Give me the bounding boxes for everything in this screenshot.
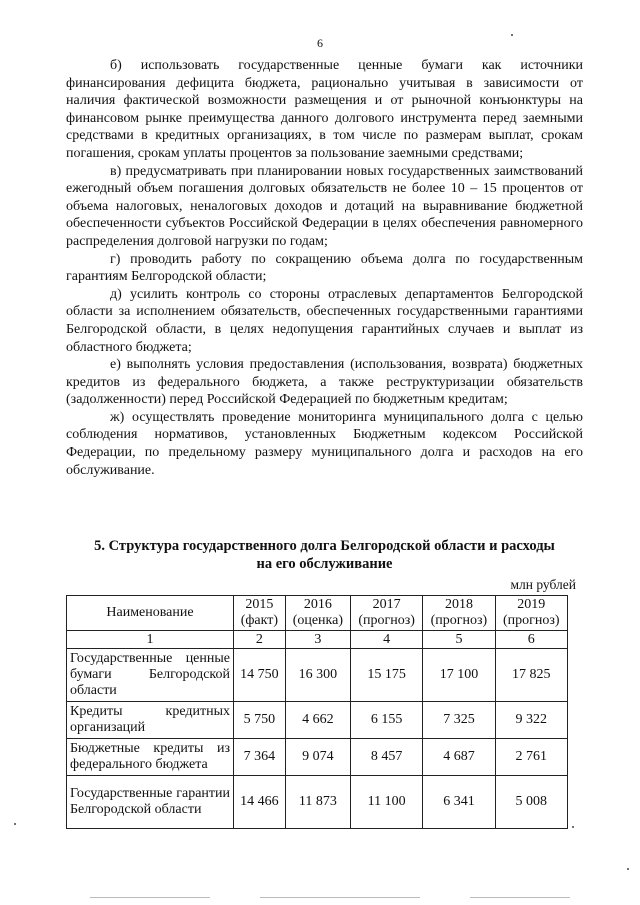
row-name: Государственные гарантии Белгородской области (67, 776, 234, 829)
column-number: 4 (350, 631, 422, 649)
column-number: 5 (423, 631, 495, 649)
row-value: 17 100 (423, 649, 495, 702)
row-name: Бюджетные кредиты из федерального бюджета (67, 739, 234, 776)
scan-speck (511, 34, 513, 36)
row-value: 14 466 (234, 776, 286, 829)
table-row (67, 649, 568, 702)
column-number: 6 (495, 631, 567, 649)
row-name: Государственные ценные бумаги Белгородской области (67, 649, 234, 702)
column-number: 1 (67, 631, 234, 649)
row-value: 15 175 (350, 649, 422, 702)
header-year-note: (прогноз) (430, 613, 488, 628)
section-title-line2: на его обслуживание (256, 556, 393, 572)
row-value: 11 100 (350, 776, 422, 829)
header-year-value: 2017 (372, 597, 401, 612)
paragraph-b: б) использовать государственные ценные бумаги как источники финансирования дефицита бюджета, рационально учитывая в зависимости от наличия фактической возможности размещения и от рыночной конъюнктуры на финансовом рынке преимущества данного долгового инструмента перед заемными средствами в кредитных организациях, в том числе по размерам выплат, срокам погашения, срокам уплаты процентов за пользование заемными средствами; (66, 58, 583, 161)
scan-edge-line (90, 897, 210, 898)
row-name: Кредиты кредитных организаций (67, 702, 234, 739)
header-year-note: (прогноз) (358, 613, 415, 628)
row-value: 11 873 (285, 776, 350, 829)
paragraph-v: в) предусматривать при планировании новых государственных заимствований ежегодный объем погашения долговых обязательств не более 10 – 15 процентов от объема налоговых, неналоговых доходов и дотаций на выравнивание бюджетной обеспеченности субъектов Российской Федерации в целях обеспечения равномерного распределения долговой нагрузки по годам; (66, 163, 583, 249)
table-row (67, 776, 568, 829)
table-row (67, 702, 568, 739)
row-value: 5 008 (495, 776, 567, 829)
section-title-line1: 5. Структура государственного долга Белгородской области и расходы (94, 538, 555, 554)
row-value: 6 341 (423, 776, 495, 829)
header-year-note: (прогноз) (503, 613, 560, 628)
scan-edge-line (260, 897, 420, 898)
row-value: 9 322 (495, 702, 567, 739)
table-row (67, 739, 568, 776)
row-value: 4 662 (285, 702, 350, 739)
row-value: 16 300 (285, 649, 350, 702)
row-value: 2 761 (495, 739, 567, 776)
units-label: млн рублей (510, 577, 576, 592)
header-year (285, 596, 350, 631)
row-value: 7 325 (423, 702, 495, 739)
header-year (350, 596, 422, 631)
table-header-row (67, 596, 568, 631)
paragraph-e: е) выполнять условия предоставления (использования, возврата) бюджетных кредитов из федерального бюджета, а также реструктуризации обязательств (задолженности) перед Российской Федерацией по бюджетным кредитам; (66, 357, 583, 408)
column-number: 2 (234, 631, 286, 649)
header-year-value: 2018 (444, 597, 473, 612)
row-value: 8 457 (350, 739, 422, 776)
scan-edge-line (470, 897, 570, 898)
body-text (66, 57, 583, 479)
paragraph-g: г) проводить работу по сокращению объема долга по государственным гарантиям Белгородской области; (66, 251, 583, 285)
header-year-value: 2015 (245, 597, 274, 612)
section-title (66, 537, 583, 573)
header-year (495, 596, 567, 631)
header-year-value: 2016 (303, 597, 332, 612)
debt-structure-table (66, 595, 568, 829)
column-number: 3 (285, 631, 350, 649)
header-year (234, 596, 286, 631)
header-year (423, 596, 495, 631)
row-value: 9 074 (285, 739, 350, 776)
header-year-value: 2019 (517, 597, 546, 612)
row-value: 4 687 (423, 739, 495, 776)
row-value: 6 155 (350, 702, 422, 739)
scan-speck (14, 823, 16, 825)
scan-speck (627, 868, 629, 870)
header-year-note: (факт) (240, 613, 279, 628)
column-number-row (67, 631, 568, 649)
row-value: 14 750 (234, 649, 286, 702)
paragraph-zh: ж) осуществлять проведение мониторинга муниципального долга с целью соблюдения нормативов, установленных Бюджетным кодексом Российской Федерации, по предельному размеру муниципального долга и расходов на его обслуживание. (66, 409, 583, 478)
header-year-note: (оценка) (292, 613, 344, 628)
header-name: Наименование (67, 596, 234, 631)
row-value: 17 825 (495, 649, 567, 702)
paragraph-d: д) усилить контроль со стороны отраслевых департаментов Белгородской области за исполнением обязательств, обеспеченных государственными гарантиями Белгородской области, в целях недопущения гарантийных случаев и выплат из областного бюджета; (66, 286, 583, 355)
scan-speck (572, 826, 574, 828)
row-value: 7 364 (234, 739, 286, 776)
row-value: 5 750 (234, 702, 286, 739)
page-number: 6 (317, 36, 323, 50)
